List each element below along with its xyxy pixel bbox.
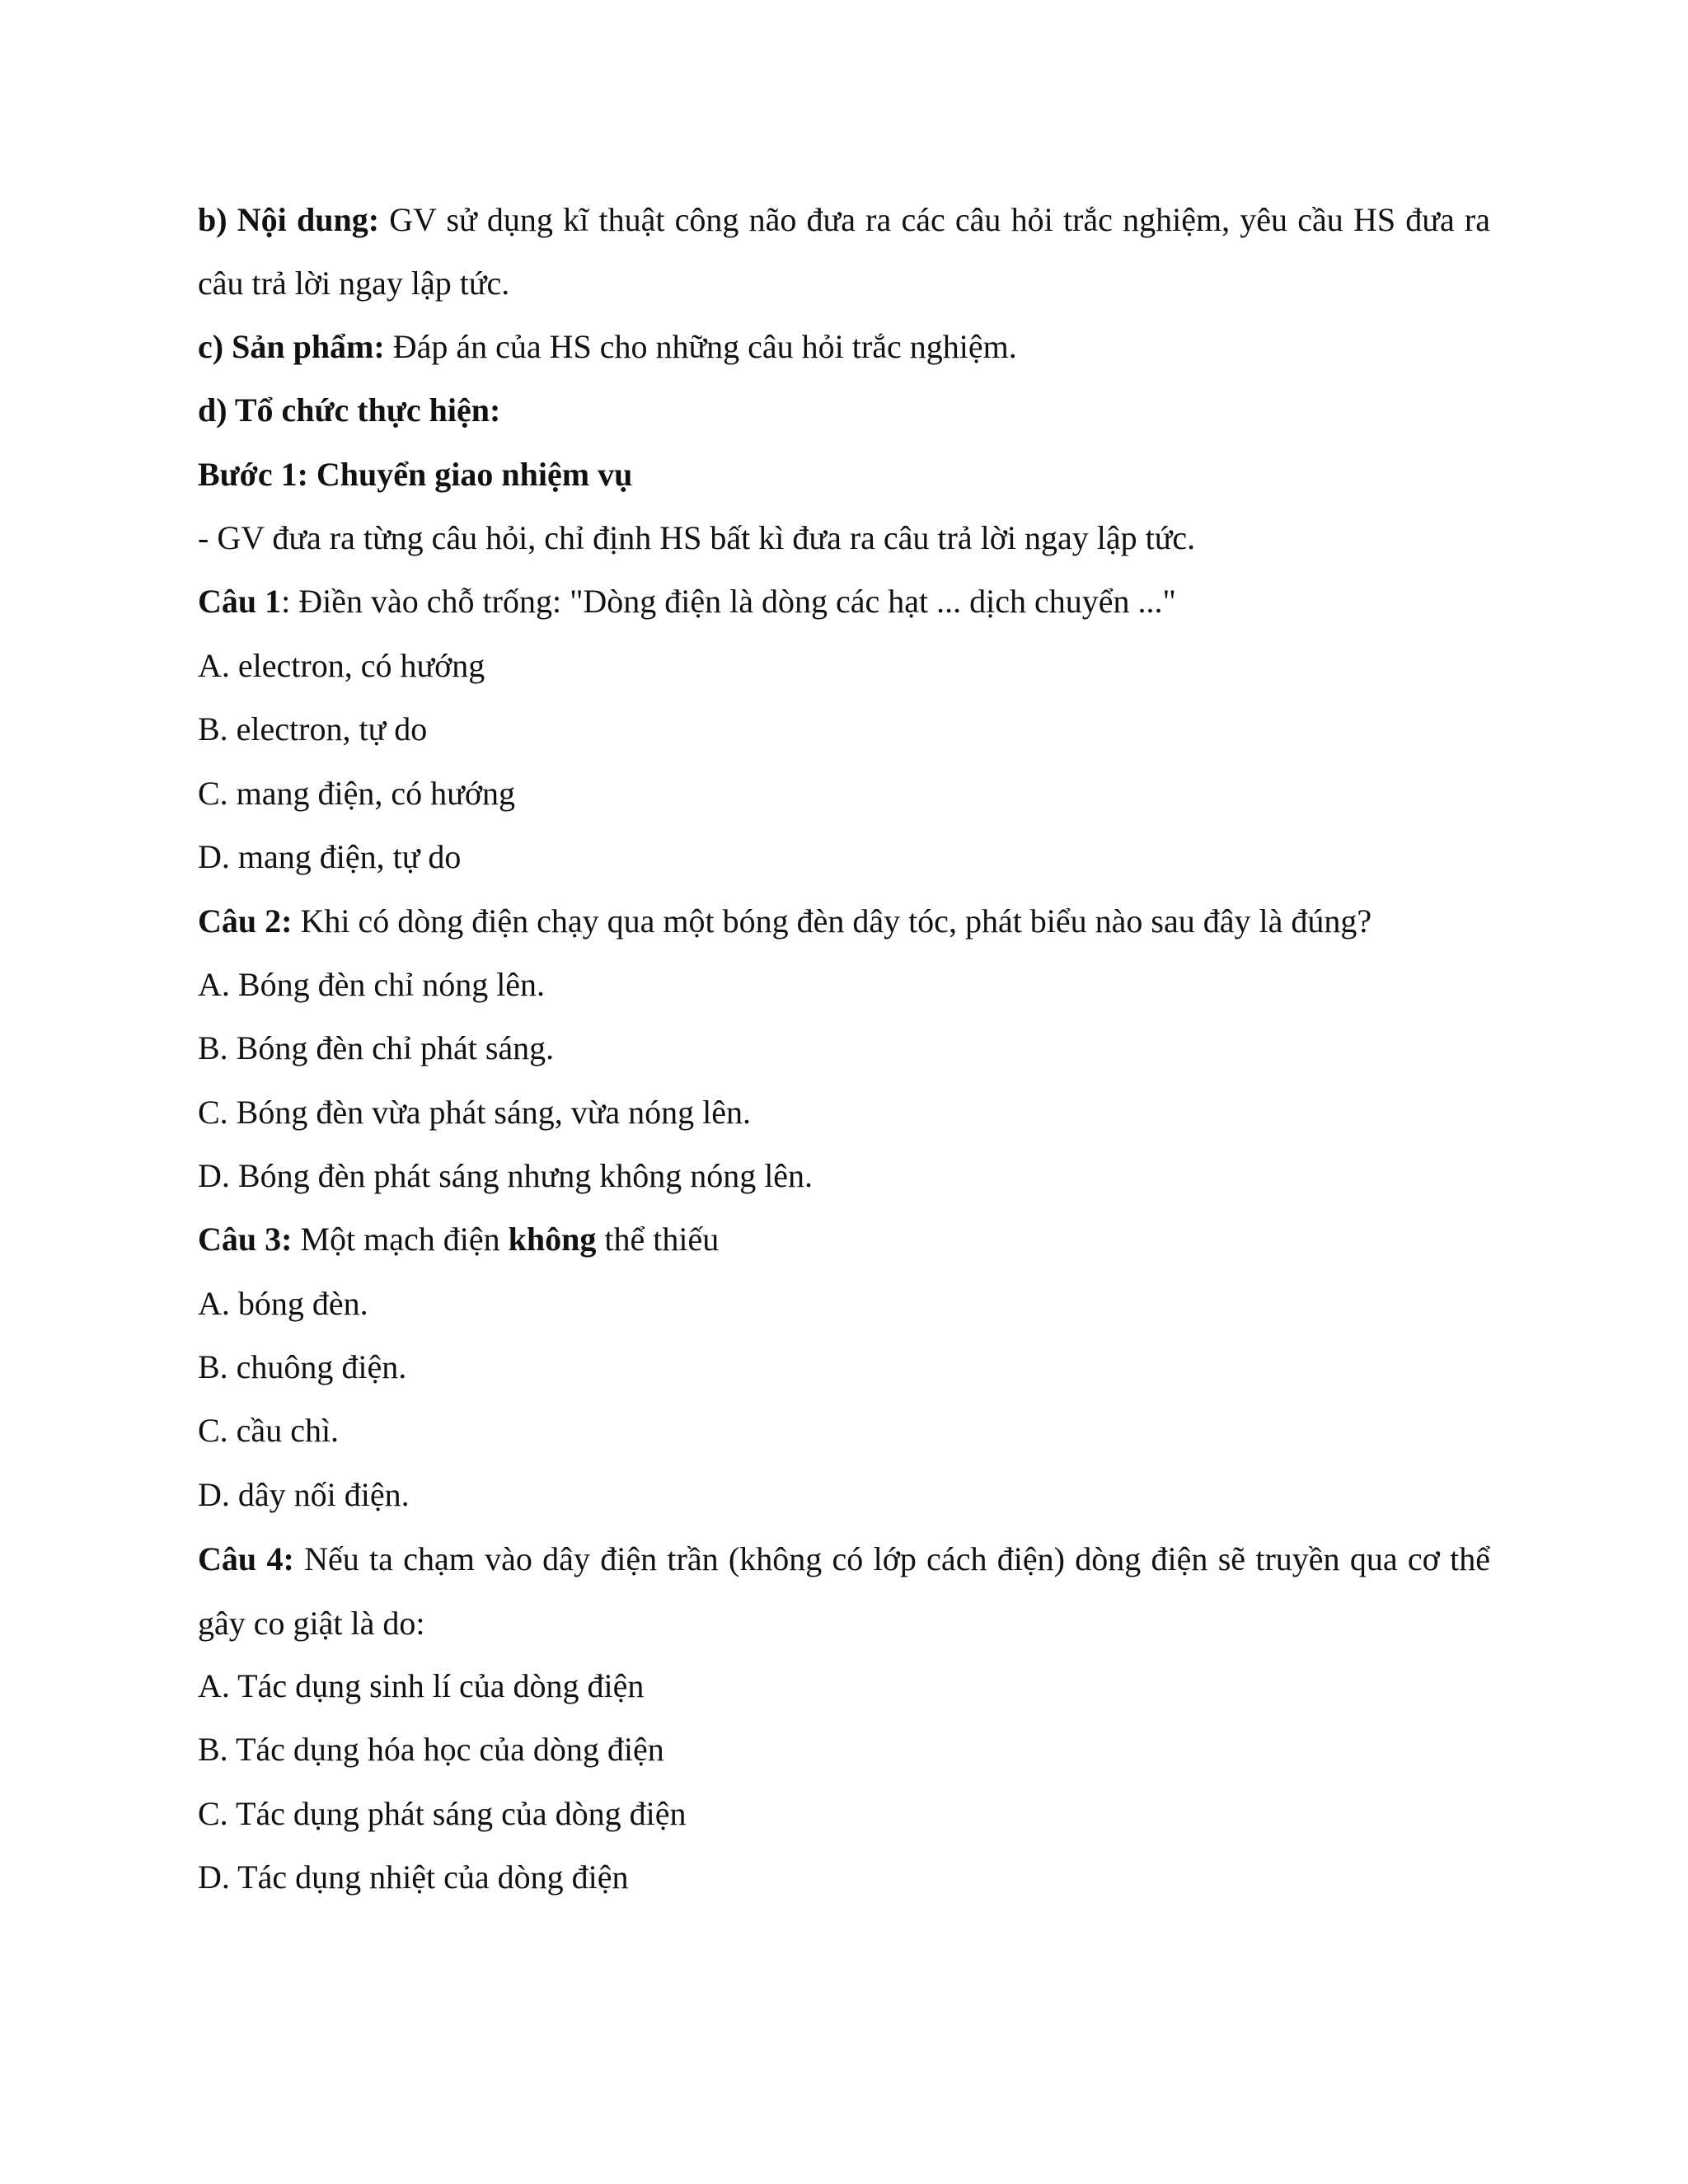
question-2-text: Khi có dòng điện chạy qua một bóng đèn dây tóc, phát biểu nào sau đây là đúng? bbox=[292, 902, 1372, 940]
step1-instruction: - GV đưa ra từng câu hỏi, chỉ định HS bất kì đưa ra câu trả lời ngay lập tức. bbox=[198, 518, 1196, 556]
question-3-option-a: A. bóng đèn. bbox=[198, 1284, 368, 1322]
question-4-text: Nếu ta chạm vào dây điện trần (không có lớp cách điện) dòng điện sẽ truyền qua cơ thể gây co giật là do: bbox=[198, 1540, 1490, 1642]
section-b-label: b) Nội dung: bbox=[198, 201, 380, 238]
question-2-option-d: D. Bóng đèn phát sáng nhưng không nóng lên. bbox=[198, 1156, 814, 1194]
section-d-heading: d) Tổ chức thực hiện: bbox=[198, 391, 501, 429]
question-2-label: Câu 2: bbox=[198, 902, 293, 940]
question-4-label: Câu 4: bbox=[198, 1540, 294, 1578]
document-page bbox=[198, 194, 1490, 1917]
step1-heading: Bước 1: Chuyển giao nhiệm vụ bbox=[198, 455, 633, 493]
question-1-option-b: B. electron, tự do bbox=[198, 710, 428, 748]
question-2-option-b: B. Bóng đèn chỉ phát sáng. bbox=[198, 1029, 555, 1067]
question-3: Câu 3: Một mạch điện không thể thiếu bbox=[198, 1221, 720, 1258]
question-1-option-c: C. mang điện, có hướng bbox=[198, 774, 515, 812]
question-4-option-b: B. Tác dụng hóa học của dòng điện bbox=[198, 1731, 664, 1769]
question-3-option-c: C. cầu chì. bbox=[198, 1412, 340, 1450]
question-1-option-a: A. electron, có hướng bbox=[198, 646, 485, 684]
question-1 bbox=[198, 577, 1490, 640]
question-4 bbox=[198, 1527, 1490, 1655]
question-3-label: Câu 3: bbox=[198, 1221, 293, 1258]
question-3-emphasis: không bbox=[508, 1221, 597, 1258]
section-b-text: GV sử dụng kĩ thuật công não đưa ra các câu hỏi trắc nghiệm, yêu cầu HS đưa ra câu trả lời ngay lập tức. bbox=[198, 201, 1490, 302]
question-3-option-d: D. dây nối điện. bbox=[198, 1475, 410, 1513]
question-2-option-c: C. Bóng đèn vừa phát sáng, vừa nóng lên. bbox=[198, 1093, 752, 1131]
section-b-paragraph bbox=[198, 188, 1490, 316]
section-c-label: c) Sản phẩm: bbox=[198, 327, 385, 365]
question-4-option-a: A. Tác dụng sinh lí của dòng điện bbox=[198, 1667, 645, 1705]
question-3-option-b: B. chuông điện. bbox=[198, 1348, 407, 1386]
question-1-option-d: D. mang điện, tự do bbox=[198, 837, 462, 875]
section-c-paragraph bbox=[198, 322, 1490, 386]
question-1-label: Câu 1 bbox=[198, 583, 282, 621]
question-2 bbox=[198, 889, 1490, 953]
question-4-option-d: D. Tác dụng nhiệt của dòng điện bbox=[198, 1858, 629, 1896]
question-2-option-a: A. Bóng đèn chỉ nóng lên. bbox=[198, 965, 546, 1003]
question-1-text: : Điền vào chỗ trống: "Dòng điện là dòng các hạt ... dịch chuyển ..." bbox=[281, 583, 1176, 621]
section-c-text: Đáp án của HS cho những câu hỏi trắc nghiệm. bbox=[384, 327, 1017, 365]
question-4-option-c: C. Tác dụng phát sáng của dòng điện bbox=[198, 1794, 687, 1832]
